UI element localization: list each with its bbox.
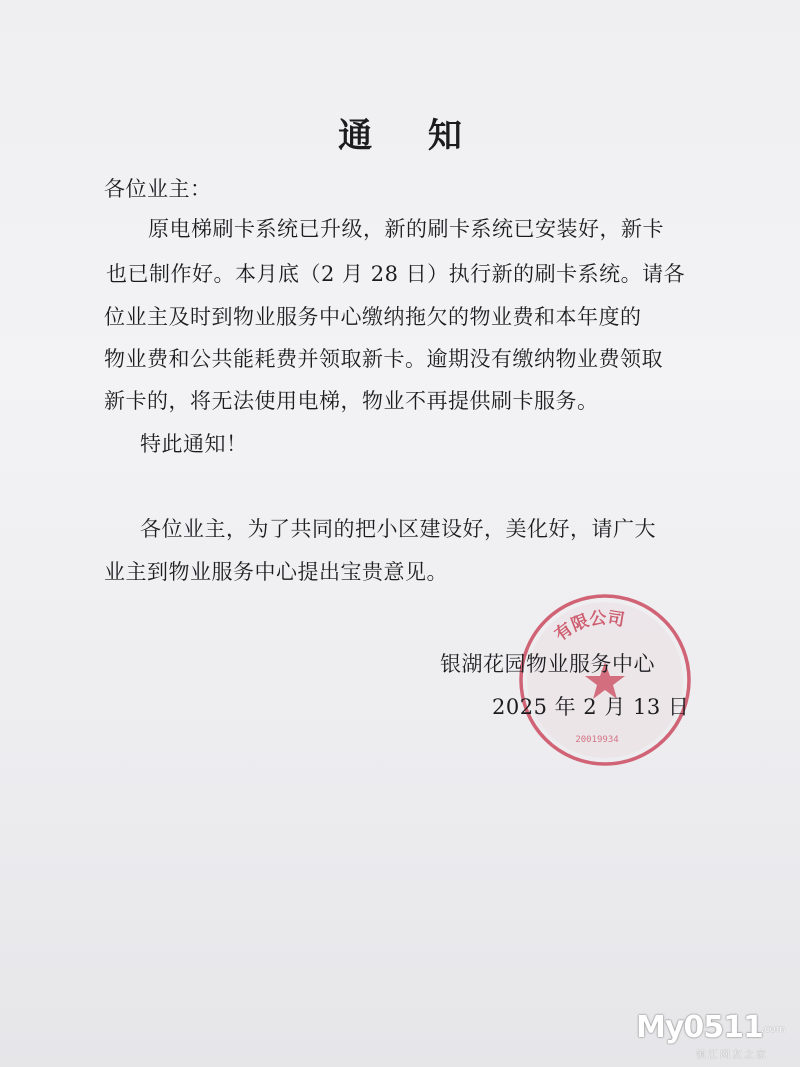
seal-number: 20019934 — [575, 735, 619, 745]
body-line: 也已制作好。本月底（2 月 28 日）执行新的刷卡系统。请各 — [106, 262, 686, 286]
signature: 银湖花园物业服务中心 — [440, 652, 655, 676]
body-line: 物业费和公共能耗费并领取新卡。逾期没有缴纳物业费领取 — [104, 347, 663, 371]
watermark-logo: My0511 — [636, 1010, 763, 1045]
notice-title: 通 知 — [338, 116, 484, 156]
official-seal — [515, 590, 695, 770]
date: 2025 年 2 月 13 日 — [492, 695, 690, 719]
body-line: 位业主及时到物业服务中心缴纳拖欠的物业费和本年度的 — [104, 305, 642, 329]
appeal-line: 业主到物业服务中心提出宝贵意见。 — [104, 560, 448, 584]
appeal-line: 各位业主，为了共同的把小区建设好，美化好，请广大 — [140, 517, 656, 541]
watermark-tagline: 镇江网友之家 — [696, 1050, 768, 1061]
site-watermark — [636, 1010, 796, 1062]
body-line: 新卡的，将无法使用电梯，物业不再提供刷卡服务。 — [104, 389, 599, 413]
watermark-domain: .com — [761, 1024, 786, 1035]
salutation: 各位业主： — [104, 177, 212, 201]
body-line: 原电梯刷卡系统已升级，新的刷卡系统已安装好，新卡 — [148, 217, 664, 241]
closing-line: 特此通知！ — [140, 432, 248, 456]
seal-ring-text: 有限公司 — [551, 608, 626, 646]
